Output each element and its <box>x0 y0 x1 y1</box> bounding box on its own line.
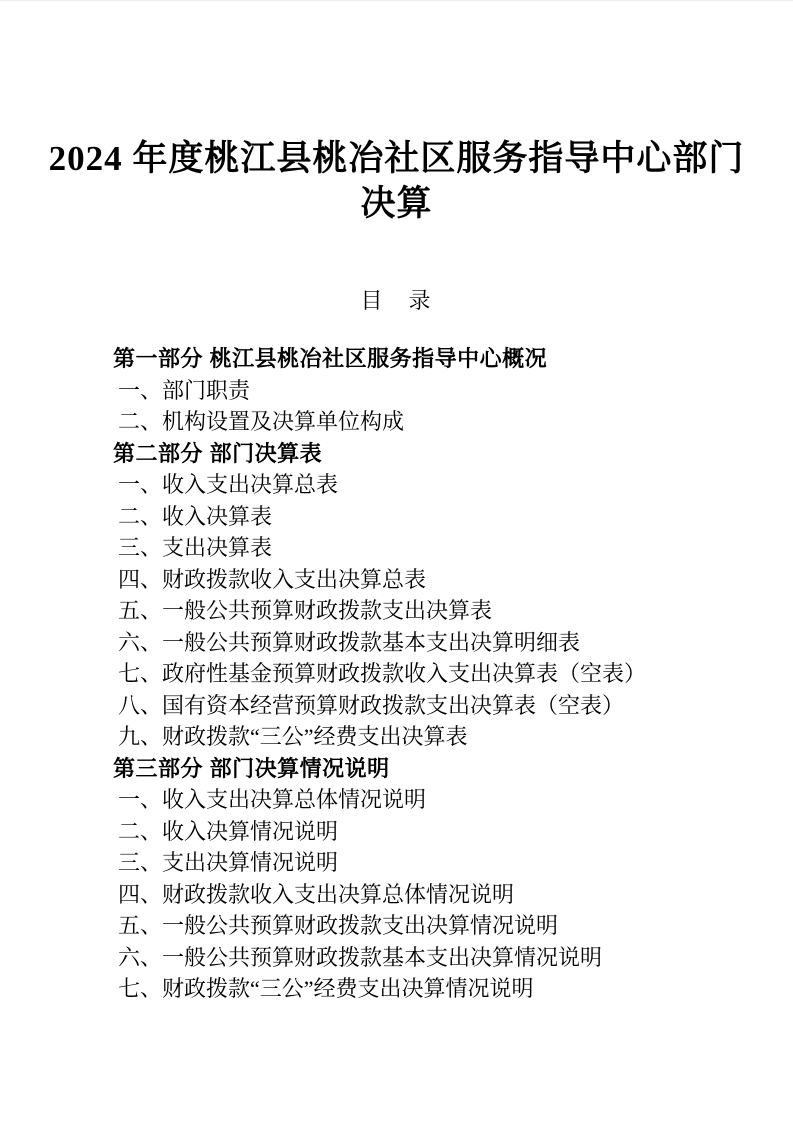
toc-item: 五、一般公共预算财政拨款支出决算情况说明 <box>118 913 559 938</box>
toc-item: 一、收入支出决算总体情况说明 <box>118 787 427 812</box>
toc-section-header-part1: 第一部分 桃江县桃冶社区服务指导中心概况 <box>113 346 548 371</box>
toc-item: 六、一般公共预算财政拨款基本支出决算明细表 <box>118 629 581 655</box>
toc-item: 一、收入支出决算总表 <box>118 472 339 497</box>
toc-item: 三、支出决算情况说明 <box>118 850 339 875</box>
toc-item: 四、财政拨款收入支出决算总体情况说明 <box>118 881 515 907</box>
toc-item: 三、支出决算表 <box>118 535 273 560</box>
toc-item: 二、收入决算情况说明 <box>118 818 339 844</box>
toc-item: 八、国有资本经营预算财政拨款支出决算表（空表） <box>118 692 625 718</box>
toc-item: 七、财政拨款“三公”经费支出决算情况说明 <box>118 976 534 1001</box>
document-title-line-2: 决算 <box>360 184 433 223</box>
toc-item: 二、收入决算表 <box>118 503 273 529</box>
table-of-contents <box>0 343 793 1005</box>
toc-item: 一、部门职责 <box>118 377 251 403</box>
toc-heading: 目 录 <box>360 288 433 313</box>
toc-item: 七、政府性基金预算财政拨款收入支出决算表（空表） <box>118 661 647 686</box>
document-title <box>0 1 793 226</box>
toc-item: 九、财政拨款“三公”经费支出决算表 <box>118 724 468 749</box>
toc-section-header-part2: 第二部分 部门决算表 <box>113 440 323 466</box>
toc-item: 二、机构设置及决算单位构成 <box>118 409 405 434</box>
toc-item: 六、一般公共预算财政拨款基本支出决算情况说明 <box>118 944 603 970</box>
toc-section-header-part3: 第三部分 部门决算情况说明 <box>113 755 390 781</box>
toc-item: 四、财政拨款收入支出决算总表 <box>118 566 427 592</box>
toc-item: 五、一般公共预算财政拨款支出决算表 <box>118 598 493 623</box>
document-title-line-1: 2024 年度桃江县桃冶社区服务指导中心部门 <box>48 139 745 178</box>
